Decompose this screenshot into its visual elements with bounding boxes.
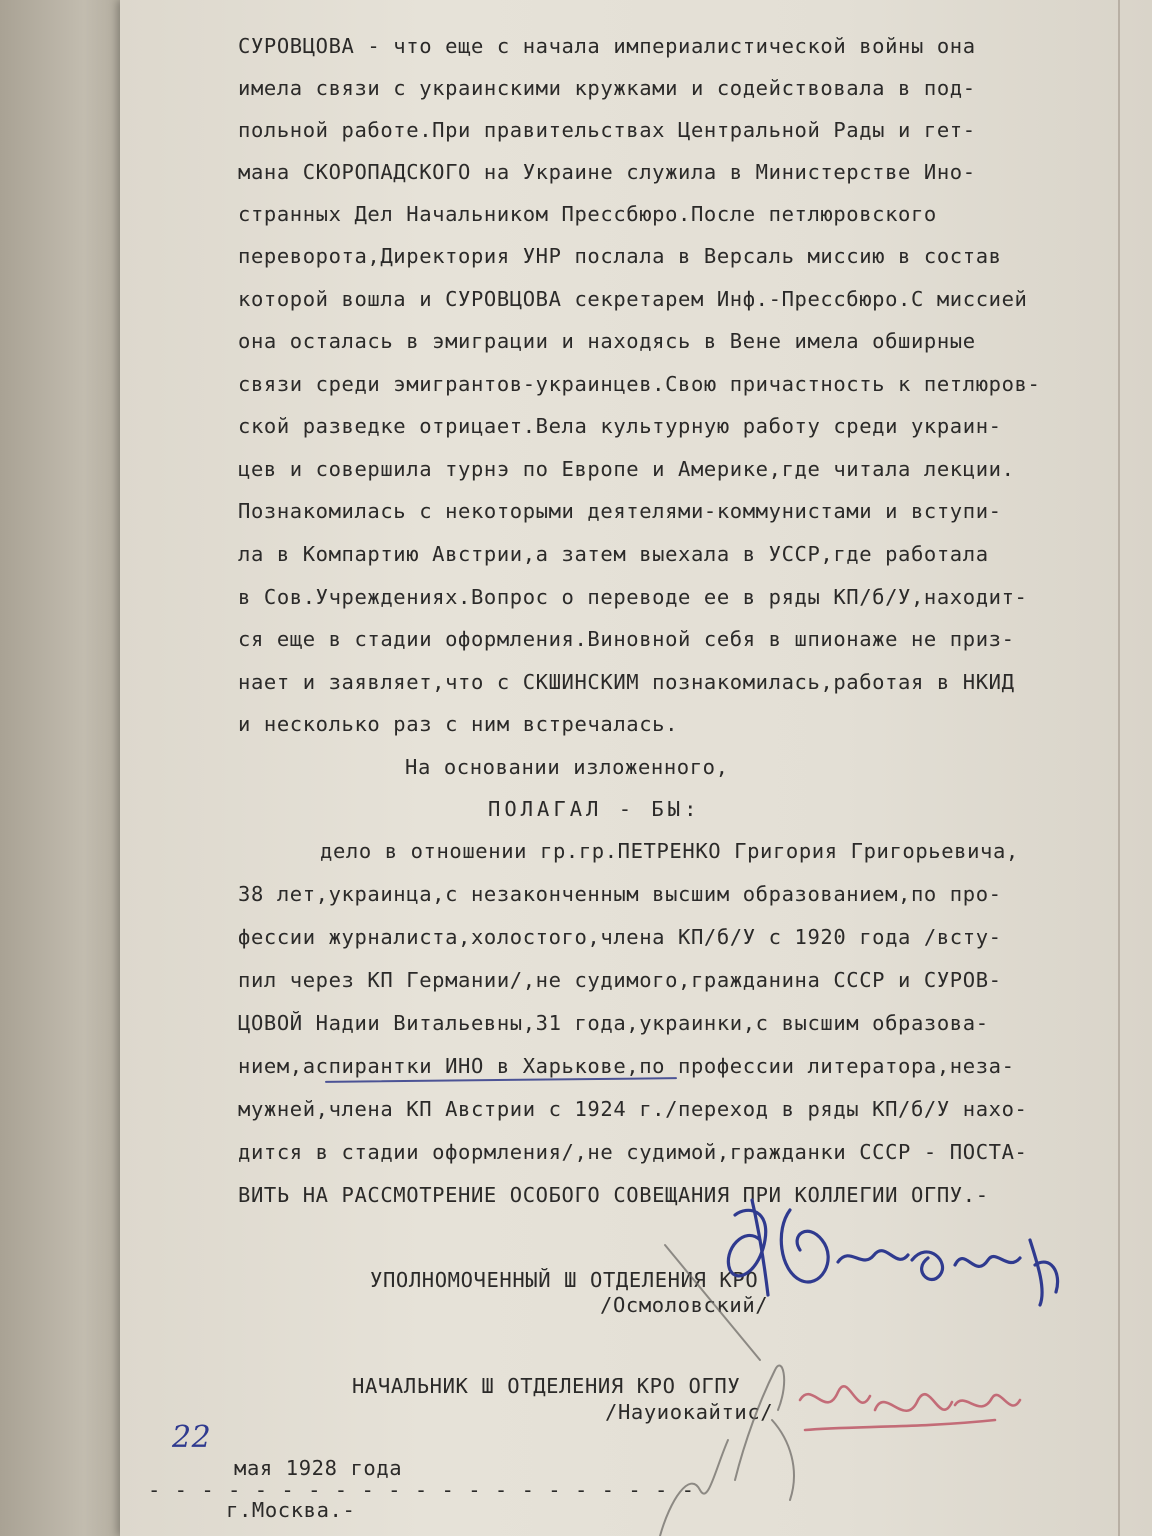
resolution-line: пил через КП Германии/,не судимого,гражданина СССР и СУРОВ- <box>238 968 1002 992</box>
resolution-line: дится в стадии оформления/,не судимой,гражданки СССР - ПОСТА- <box>238 1140 1028 1164</box>
resolution-line: ЦОВОЙ Надии Витальевны,31 года,украинки,с высшим образова- <box>238 1011 989 1035</box>
paragraph-line: она осталась в эмиграции и находясь в Вене имела обширные <box>238 329 976 353</box>
resolution-heading: ПОЛАГАЛ - БЫ: <box>488 797 701 821</box>
date-day-handwritten: 22 <box>172 1420 212 1455</box>
blue-signature <box>728 1200 1057 1305</box>
paragraph-line: СУРОВЦОВА - что еще с начала империалистической войны она <box>238 34 976 58</box>
signatory1-name: /Осмоловский/ <box>600 1293 769 1317</box>
resolution-line: ВИТЬ НА РАССМОТРЕНИЕ ОСОБОГО СОВЕЩАНИЯ ПРИ КОЛЛЕГИИ ОГПУ.- <box>238 1183 989 1207</box>
gray-pencil-scribble <box>660 1245 794 1536</box>
paragraph-line: ся еще в стадии оформления.Виновной себя в шпионаже не приз- <box>238 627 1015 651</box>
paragraph-line: ла в Компартию Австрии,а затем выехала в УССР,где работала <box>238 542 989 566</box>
paragraph-line: ской разведке отрицает.Вела культурную работу среди украин- <box>238 414 1002 438</box>
paragraph-line: нает и заявляет,что с СКШИНСКИМ познакомилась,работая в НКИД <box>238 670 1015 694</box>
paragraph-line: которой вошла и СУРОВЦОВА секретарем Инф.-Прессбюро.С миссией <box>238 287 1028 311</box>
resolution-line: нием,аспирантки ИНО в Харькове,по профессии литератора,неза- <box>238 1054 1015 1078</box>
paragraph-line: имела связи с украинскими кружками и содействовала в под- <box>238 76 976 100</box>
paragraph-line: цев и совершила турнэ по Европе и Америке,где читала лекции. <box>238 457 1015 481</box>
paragraph-line: Познакомилась с некоторыми деятелями-коммунистами и вступи- <box>238 499 1002 523</box>
red-signature <box>800 1386 1020 1430</box>
basis-line: На основании изложенного, <box>405 755 729 779</box>
signatory2-name: /Науиокайтис/ <box>605 1400 774 1424</box>
place-text: г.Москва.- <box>226 1498 356 1522</box>
resolution-line: фессии журналиста,холостого,члена КП/б/У с 1920 года /всту- <box>238 925 1002 949</box>
paragraph-line: и несколько раз с ним встречалась. <box>238 712 679 736</box>
resolution-line: дело в отношении гр.гр.ПЕТРЕНКО Григория Григорьевича, <box>320 839 1019 863</box>
signatory2-title: НАЧАЛЬНИК Ш ОТДЕЛЕНИЯ КРО ОГПУ <box>352 1374 741 1398</box>
date-dash-line: - - - - - - - - - - - - - - - - - - - - - <box>148 1478 696 1502</box>
paragraph-line: в Сов.Учреждениях.Вопрос о переводе ее в ряды КП/б/У,находит- <box>238 585 1028 609</box>
paragraph-line: странных Дел Начальником Прессбюро.После петлюровского <box>238 202 937 226</box>
paragraph-line: польной работе.При правительствах Центральной Рады и гет- <box>238 118 976 142</box>
paragraph-line: мана СКОРОПАДСКОГО на Украине служила в Министерстве Ино- <box>238 160 976 184</box>
paragraph-line: переворота,Директория УНР послала в Версаль миссию в состав <box>238 244 1002 268</box>
date-text: мая 1928 года <box>234 1456 403 1480</box>
signatory1-title: УПОЛНОМОЧЕННЫЙ Ш ОТДЕЛЕНИЯ КРО <box>370 1268 759 1292</box>
paragraph-line: связи среди эмигрантов-украинцев.Свою причастность к петлюров- <box>238 372 1041 396</box>
resolution-line: 38 лет,украинца,с незаконченным высшим образованием,по про- <box>238 882 1002 906</box>
resolution-line: мужней,члена КП Австрии с 1924 г./переход в ряды КП/б/У нахо- <box>238 1097 1028 1121</box>
